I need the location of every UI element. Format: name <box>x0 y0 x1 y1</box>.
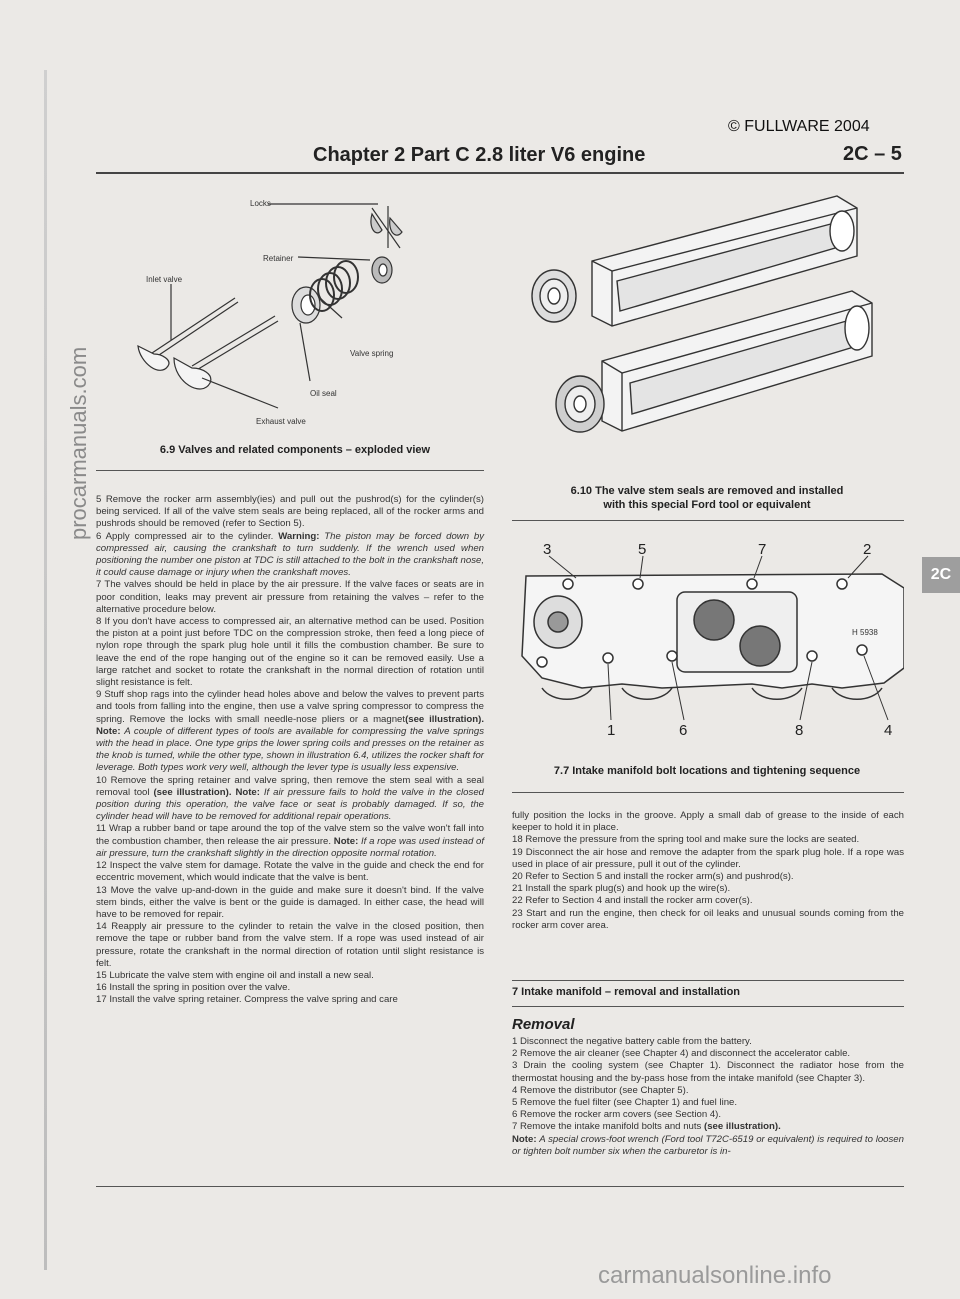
bolt-number-6: 6 <box>679 722 688 738</box>
step-17-continued: fully position the locks in the groove. Apply a small dab of grease to the inside of each keeper to hold it in place. <box>512 810 904 834</box>
step-10-note-label: Note: <box>235 786 260 798</box>
figure-6-10-seal-tool <box>512 186 882 461</box>
s7-note <box>512 1134 904 1158</box>
label-locks: Locks <box>250 199 271 208</box>
step-15: 15 Lubricate the valve stem with engine oil and install a new seal. <box>96 969 374 981</box>
step-10 <box>96 775 484 824</box>
step-11-note-label: Note: <box>333 835 359 847</box>
step-16: 16 Install the spring in position over the valve. <box>96 982 291 994</box>
bolt-number-4: 4 <box>884 722 893 738</box>
label-inlet-valve: Inlet valve <box>146 275 183 284</box>
rule-fig-6-10 <box>512 520 904 521</box>
figure-code: H 5938 <box>852 628 878 637</box>
step-22: 22 Refer to Section 4 and install the rocker arm cover(s). <box>512 895 753 907</box>
step-10-see-illustration: (see illustration). <box>153 786 232 798</box>
s7-step-6: 6 Remove the rocker arm covers (see Section 4). <box>512 1109 722 1121</box>
step-9-text: 9 Stuff shop rags into the cylinder head holes above and below the valves to prevent parts and tools from falling into the engine, then use a valve spring compressor to compress the spring. Remove the locks with small needle-nose pliers or a magnet <box>96 689 484 725</box>
seal-tool-drawing <box>512 186 882 461</box>
warning-label: Warning: <box>278 530 320 542</box>
step-11 <box>96 823 484 860</box>
side-tab-label: 2C <box>930 566 952 583</box>
bolt-number-5: 5 <box>638 541 647 558</box>
bolt-number-2: 2 <box>863 541 872 558</box>
s7-note-text: A special crows-foot wrench (Ford tool T72C-6519 or equivalent) is required to loosen or tighten bolt number six when the carburetor is in- <box>512 1133 904 1157</box>
step-12: 12 Inspect the valve stem for damage. Rotate the valve in the guide and check the end for eccentric movement, which would indicate that the valve is bent. <box>96 860 484 884</box>
step-13: 13 Move the valve up-and-down in the guide and make sure it doesn't bind. If the valve stem binds, either the valve is bent or the guide is damaged. In either case, the head will have to be removed for repair. <box>96 884 484 920</box>
step-6-text: 6 Apply compressed air to the cylinder. <box>96 530 274 542</box>
step-5: 5 Remove the rocker arm assembly(ies) and pull out the pushrod(s) for the cylinder(s) being serviced. If all of the valve stem seals are being replaced, all of the rocker arms and pushrods should be removed (refer to Section 5). <box>96 494 484 530</box>
step-7: 7 The valves should be held in place by the air pressure. If the valve faces or seats are in poor condition, leaks may prevent air pressure from retaining the valves – refer to the alternative procedure below. <box>96 579 484 615</box>
s7-step-7 <box>512 1121 904 1133</box>
step-21: 21 Install the spark plug(s) and hook up the wire(s). <box>512 883 731 895</box>
rule-section-7-top <box>512 980 904 981</box>
label-valve-spring: Valve spring <box>350 349 394 358</box>
bolt-number-8: 8 <box>795 722 804 738</box>
s7-step-7-text: 7 Remove the intake manifold bolts and nuts <box>512 1121 702 1133</box>
binding-shadow <box>44 70 47 1270</box>
section-7-heading: 7 Intake manifold – removal and installation <box>512 986 741 998</box>
rule-fig-6-9 <box>96 470 484 471</box>
step-10-note: If air pressure fails to hold the valve in the closed position during this operation, the valve face or seat is probably damaged. If so, the cylinder head will have to be removed for additional repair operations. <box>96 786 484 823</box>
label-exhaust-valve: Exhaust valve <box>256 417 306 426</box>
removal-subheading: Removal <box>512 1016 575 1033</box>
step-6 <box>96 531 484 580</box>
bolt-number-1: 1 <box>607 722 616 738</box>
step-20: 20 Refer to Section 5 and install the rocker arm(s) and pushrod(s). <box>512 871 794 883</box>
s7-step-2: 2 Remove the air cleaner (see Chapter 4) and disconnect the accelerator cable. <box>512 1048 851 1060</box>
section-7-steps <box>512 1036 904 1158</box>
step-14: 14 Reapply air pressure to the cylinder to retain the valve in the closed position, then remove the tape or rubber band from the valve stem. If a rope was used instead of air pressure, rotate the crankshaft in the normal direction of rotation until slight resistance is felt. <box>96 921 484 969</box>
rule-fig-7-7 <box>512 792 904 793</box>
caption-fig-6-9: 6.9 Valves and related components – exploded view <box>159 444 431 456</box>
bolt-number-3: 3 <box>543 541 552 558</box>
intake-manifold-drawing <box>512 538 904 738</box>
s7-note-label: Note: <box>512 1133 537 1145</box>
caption-fig-7-7: 7.7 Intake manifold bolt locations and tightening sequence <box>553 765 861 777</box>
valve-exploded-drawing <box>110 188 470 428</box>
step-19: 19 Disconnect the air hose and remove the adapter from the spark plug hole. If a rope was used in place of air pressure, pull it out of the cylinder. <box>512 846 904 870</box>
step-9-see-illustration: (see illustration). <box>405 713 484 725</box>
step-18: 18 Remove the pressure from the spring tool and make sure the locks are seated. <box>512 834 860 846</box>
vertical-watermark: procarmanuals.com <box>66 346 91 540</box>
step-9-note-label: Note: <box>96 725 121 737</box>
s7-step-3: 3 Drain the cooling system (see Chapter 1). Disconnect the radiator hose from the thermostat housing and the by-pass hose from the intake manifold (see Chapter 3). <box>512 1060 904 1084</box>
warning-text: The piston may be forced down by compressed air, causing the crankshaft to turn suddenly. If the wrench used when positioning the number one piston at TDC is still attached to the bolt in the crankshaft nose, it could cause damage or injury when the crankshaft moves. <box>96 530 485 579</box>
caption-fig-6-10 <box>512 484 902 512</box>
footer-rule <box>96 1186 904 1187</box>
left-text-column <box>96 494 484 1007</box>
rule-section-7-bottom <box>512 1006 904 1007</box>
s7-step-1: 1 Disconnect the negative battery cable from the battery. <box>512 1036 752 1047</box>
copyright-notice: © FULLWARE 2004 <box>728 118 870 135</box>
s7-step-7-see-illustration: (see illustration). <box>704 1121 781 1133</box>
step-11-note: If a rope was used instead of air pressure, turn the crankshaft slightly in the direction opposite normal rotation. <box>96 835 485 859</box>
step-17: 17 Install the valve spring retainer. Compress the valve spring and care <box>96 994 398 1006</box>
step-23: 23 Start and run the engine, then check for oil leaks and unusual sounds coming from the rocker arm cover area. <box>512 907 904 931</box>
right-text-column <box>512 810 904 932</box>
step-9-note: A couple of different types of tools are available for compressing the valve springs with the head in place. One type grips the lower spring coils and presses on the retainer as the knob is turned, while the other type, shown in illustration 6.4, utilizes the rocker shaft for leverage. Both types work very well, although the lever type is usually less expensive. <box>96 725 484 774</box>
bolt-number-7: 7 <box>758 541 767 558</box>
chapter-title: Chapter 2 Part C 2.8 liter V6 engine <box>313 144 646 166</box>
label-retainer: Retainer <box>263 254 294 263</box>
figure-7-7-intake-manifold <box>512 538 904 738</box>
chapter-side-tab <box>922 557 960 593</box>
header-rule <box>96 172 904 174</box>
page-number: 2C – 5 <box>843 143 902 165</box>
step-9 <box>96 689 484 774</box>
step-10-text: 10 Remove the spring retainer and valve spring, then remove the stem seal with a seal removal tool <box>96 774 484 798</box>
step-11-text: 11 Wrap a rubber band or tape around the top of the valve stem so the valve won't fall into the combustion chamber, then release the air pressure. <box>96 823 484 847</box>
s7-step-5: 5 Remove the fuel filter (see Chapter 1) and fuel line. <box>512 1097 738 1109</box>
caption-fig-6-10-line2: with this special Ford tool or equivalent <box>603 499 811 511</box>
bottom-watermark: carmanualsonline.info <box>598 1262 832 1289</box>
caption-fig-6-10-line1: 6.10 The valve stem seals are removed and installed <box>570 485 844 497</box>
label-oil-seal: Oil seal <box>310 389 337 398</box>
s7-step-4: 4 Remove the distributor (see Chapter 5). <box>512 1084 689 1096</box>
step-8: 8 If you don't have access to compressed air, an alternative method can be used. Position the piston at a point just before TDC on the compression stroke, then feed a long piece of nylon rope through the spark plug hole until it fills the combustion chamber. Be sure to leave the end of the rope hanging out of the engine so it can be removed easily. Use a large ratchet and socket to rotate the crankshaft in the normal direction of rotation until slight resistance is felt. <box>96 616 484 689</box>
figure-6-9-valves <box>110 188 470 428</box>
